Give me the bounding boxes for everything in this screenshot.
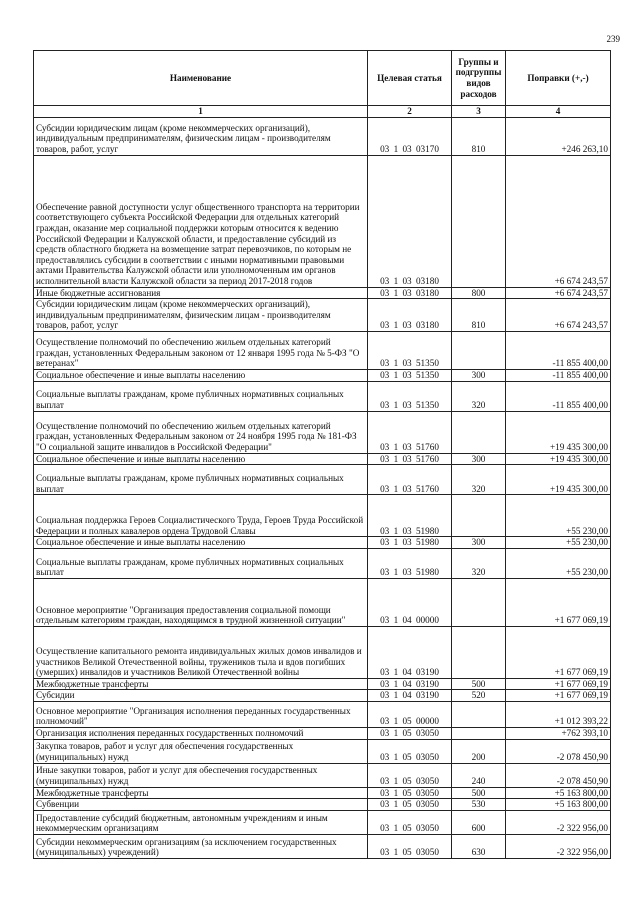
row-amount: +5 163 800,00 — [506, 799, 611, 811]
row-name: Субсидии — [34, 690, 368, 702]
row-name: Социальные выплаты гражданам, кроме публичных нормативных социальных выплат — [34, 381, 368, 411]
row-amount: +762 393,10 — [506, 727, 611, 739]
header-amend: Поправки (+,-) — [506, 51, 611, 106]
row-code: 03 1 04 03190 — [368, 678, 452, 690]
row-amount: +5 163 800,00 — [506, 787, 611, 799]
row-group — [452, 155, 506, 287]
row-group: 810 — [452, 299, 506, 332]
row-name: Осуществление капитального ремонта индивидуальных жилых домов инвалидов и участников Великой Отечественной войны, тружеников тыла и вдов погибших (умерших) инвалидов и участников Великой Отечественной войны — [34, 626, 368, 678]
row-group — [452, 331, 506, 369]
row-amount: +55 230,00 — [506, 495, 611, 537]
row-name: Осуществление полномочий по обеспечению жильем отдельных категорий граждан, установленных Федеральным законом от 24 ноября 1995 года № 181-ФЗ "О социальной защите инвалидов в Российской Федерации" — [34, 411, 368, 453]
row-amount: -11 855 400,00 — [506, 381, 611, 411]
row-code: 03 1 05 03050 — [368, 799, 452, 811]
row-code: 03 1 03 51350 — [368, 381, 452, 411]
row-code: 03 1 05 03050 — [368, 834, 452, 858]
row-code: 03 1 04 03190 — [368, 690, 452, 702]
table-row — [34, 787, 611, 799]
row-group: 240 — [452, 763, 506, 787]
row-name: Организация исполнения переданных государственных полномочий — [34, 727, 368, 739]
row-code: 03 1 05 03050 — [368, 810, 452, 834]
table-row — [34, 537, 611, 549]
row-name: Субсидии юридическим лицам (кроме некоммерческих организаций), индивидуальным предпринимателям, физическим лицам - производителям товаров, работ, услуг — [34, 117, 368, 155]
row-group: 320 — [452, 381, 506, 411]
row-amount: +6 674 243,57 — [506, 287, 611, 299]
row-code: 03 1 05 03050 — [368, 727, 452, 739]
row-name: Осуществление полномочий по обеспечению жильем отдельных категорий граждан, установленных Федеральным законом от 12 января 1995 года № 5-ФЗ "О ветеранах" — [34, 331, 368, 369]
row-name: Социальное обеспечение и иные выплаты населению — [34, 537, 368, 549]
col-number: 1 — [34, 106, 368, 118]
row-group: 530 — [452, 799, 506, 811]
table-row — [34, 117, 611, 155]
table-row — [34, 155, 611, 287]
row-group — [452, 495, 506, 537]
row-name: Основное мероприятие "Организация предоставления социальной помощи отдельным категориям граждан, находящимся в трудной жизненной ситуации" — [34, 578, 368, 626]
row-group: 500 — [452, 787, 506, 799]
row-name: Межбюджетные трансферты — [34, 678, 368, 690]
table-row — [34, 495, 611, 537]
row-group: 500 — [452, 678, 506, 690]
row-code: 03 1 05 03050 — [368, 739, 452, 763]
table-row — [34, 810, 611, 834]
page-number: 239 — [606, 34, 620, 44]
row-amount: +1 677 069,19 — [506, 578, 611, 626]
row-group: 600 — [452, 810, 506, 834]
row-name: Социальная поддержка Героев Социалистического Труда, Героев Труда Российской Федерации и полных кавалеров ордена Трудовой Славы — [34, 495, 368, 537]
row-code: 03 1 04 03190 — [368, 626, 452, 678]
row-code: 03 1 03 51980 — [368, 548, 452, 578]
row-amount: +1 012 393,22 — [506, 701, 611, 727]
row-code: 03 1 03 03180 — [368, 287, 452, 299]
row-code: 03 1 03 03180 — [368, 299, 452, 332]
row-code: 03 1 03 03170 — [368, 117, 452, 155]
row-code: 03 1 03 51980 — [368, 537, 452, 549]
row-group: 520 — [452, 690, 506, 702]
table-row — [34, 578, 611, 626]
row-amount: -2 322 956,00 — [506, 810, 611, 834]
row-code: 03 1 05 00000 — [368, 701, 452, 727]
table-row — [34, 690, 611, 702]
row-group — [452, 727, 506, 739]
table-row — [34, 465, 611, 495]
row-code: 03 1 04 00000 — [368, 578, 452, 626]
header-article: Целевая статья — [368, 51, 452, 106]
row-group — [452, 701, 506, 727]
row-group — [452, 626, 506, 678]
table-row — [34, 548, 611, 578]
table-row — [34, 331, 611, 369]
row-group: 300 — [452, 537, 506, 549]
table-row — [34, 369, 611, 381]
row-amount: +19 435 300,00 — [506, 465, 611, 495]
row-amount: -11 855 400,00 — [506, 331, 611, 369]
row-name: Субсидии юридическим лицам (кроме некоммерческих организаций), индивидуальным предпринимателям, физическим лицам - производителям товаров, работ, услуг — [34, 299, 368, 332]
row-amount: +19 435 300,00 — [506, 453, 611, 465]
row-amount: -2 322 956,00 — [506, 834, 611, 858]
row-name: Субсидии некоммерческим организациям (за исключением государственных (муниципальных) учреждений) — [34, 834, 368, 858]
col-number: 4 — [506, 106, 611, 118]
row-amount: +6 674 243,57 — [506, 155, 611, 287]
row-name: Социальные выплаты гражданам, кроме публичных нормативных социальных выплат — [34, 548, 368, 578]
row-code: 03 1 05 03050 — [368, 763, 452, 787]
row-group: 300 — [452, 369, 506, 381]
row-amount: -11 855 400,00 — [506, 369, 611, 381]
table-row — [34, 727, 611, 739]
header-name: Наименование — [34, 51, 368, 106]
table-row — [34, 381, 611, 411]
table-body — [34, 117, 611, 858]
table-header-row — [34, 51, 611, 106]
row-group: 320 — [452, 548, 506, 578]
row-code: 03 1 03 51760 — [368, 465, 452, 495]
row-code: 03 1 03 51350 — [368, 369, 452, 381]
row-amount: +55 230,00 — [506, 537, 611, 549]
table-row — [34, 763, 611, 787]
table-row — [34, 739, 611, 763]
table-row — [34, 287, 611, 299]
row-name: Социальные выплаты гражданам, кроме публичных нормативных социальных выплат — [34, 465, 368, 495]
row-amount: -2 078 450,90 — [506, 763, 611, 787]
row-name: Межбюджетные трансферты — [34, 787, 368, 799]
row-group: 300 — [452, 453, 506, 465]
row-amount: +1 677 069,19 — [506, 626, 611, 678]
row-amount: +246 263,10 — [506, 117, 611, 155]
table-row — [34, 453, 611, 465]
row-amount: +19 435 300,00 — [506, 411, 611, 453]
table-row — [34, 799, 611, 811]
row-name: Основное мероприятие "Организация исполнения переданных государственных полномочий" — [34, 701, 368, 727]
row-code: 03 1 03 51760 — [368, 411, 452, 453]
row-name: Иные бюджетные ассигнования — [34, 287, 368, 299]
row-amount: +6 674 243,57 — [506, 299, 611, 332]
row-name: Закупка товаров, работ и услуг для обеспечения государственных (муниципальных) нужд — [34, 739, 368, 763]
row-group: 320 — [452, 465, 506, 495]
table-row — [34, 626, 611, 678]
row-code: 03 1 05 03050 — [368, 787, 452, 799]
header-groups: Группы и подгруппы видов расходов — [452, 51, 506, 106]
table-row — [34, 678, 611, 690]
row-name: Субвенции — [34, 799, 368, 811]
amendments-table — [33, 50, 611, 859]
row-amount: +55 230,00 — [506, 548, 611, 578]
row-name: Социальное обеспечение и иные выплаты населению — [34, 453, 368, 465]
row-code: 03 1 03 03180 — [368, 155, 452, 287]
table-row — [34, 299, 611, 332]
col-number: 3 — [452, 106, 506, 118]
table-row — [34, 834, 611, 858]
row-group — [452, 578, 506, 626]
row-code: 03 1 03 51350 — [368, 331, 452, 369]
row-amount: +1 677 069,19 — [506, 690, 611, 702]
row-group: 200 — [452, 739, 506, 763]
row-amount: +1 677 069,19 — [506, 678, 611, 690]
row-group: 810 — [452, 117, 506, 155]
table-row — [34, 701, 611, 727]
column-number-row — [34, 106, 611, 118]
row-amount: -2 078 450,90 — [506, 739, 611, 763]
row-name: Иные закупки товаров, работ и услуг для обеспечения государственных (муниципальных) нужд — [34, 763, 368, 787]
table-row — [34, 411, 611, 453]
row-group: 800 — [452, 287, 506, 299]
row-code: 03 1 03 51760 — [368, 453, 452, 465]
col-number: 2 — [368, 106, 452, 118]
row-group: 630 — [452, 834, 506, 858]
row-name: Социальное обеспечение и иные выплаты населению — [34, 369, 368, 381]
row-name: Предоставление субсидий бюджетным, автономным учреждениям и иным некоммерческим организациям — [34, 810, 368, 834]
row-code: 03 1 03 51980 — [368, 495, 452, 537]
row-name: Обеспечение равной доступности услуг общественного транспорта на территории соответствующего субъекта Российской Федерации для отдельных категорий граждан, оказание мер социальной поддержки которым относится к ведению Российской Федерации и Калужской области, и предоставление субсидий из средств областного бюджета на возмещение затрат перевозчиков, по которым не предоставлялись субсидии в соответствии с иными нормативными правовыми актами Правительства Калужской области или уполномоченным им органов исполнительной власти Калужской области за период 2017-2018 годов — [34, 155, 368, 287]
row-group — [452, 411, 506, 453]
